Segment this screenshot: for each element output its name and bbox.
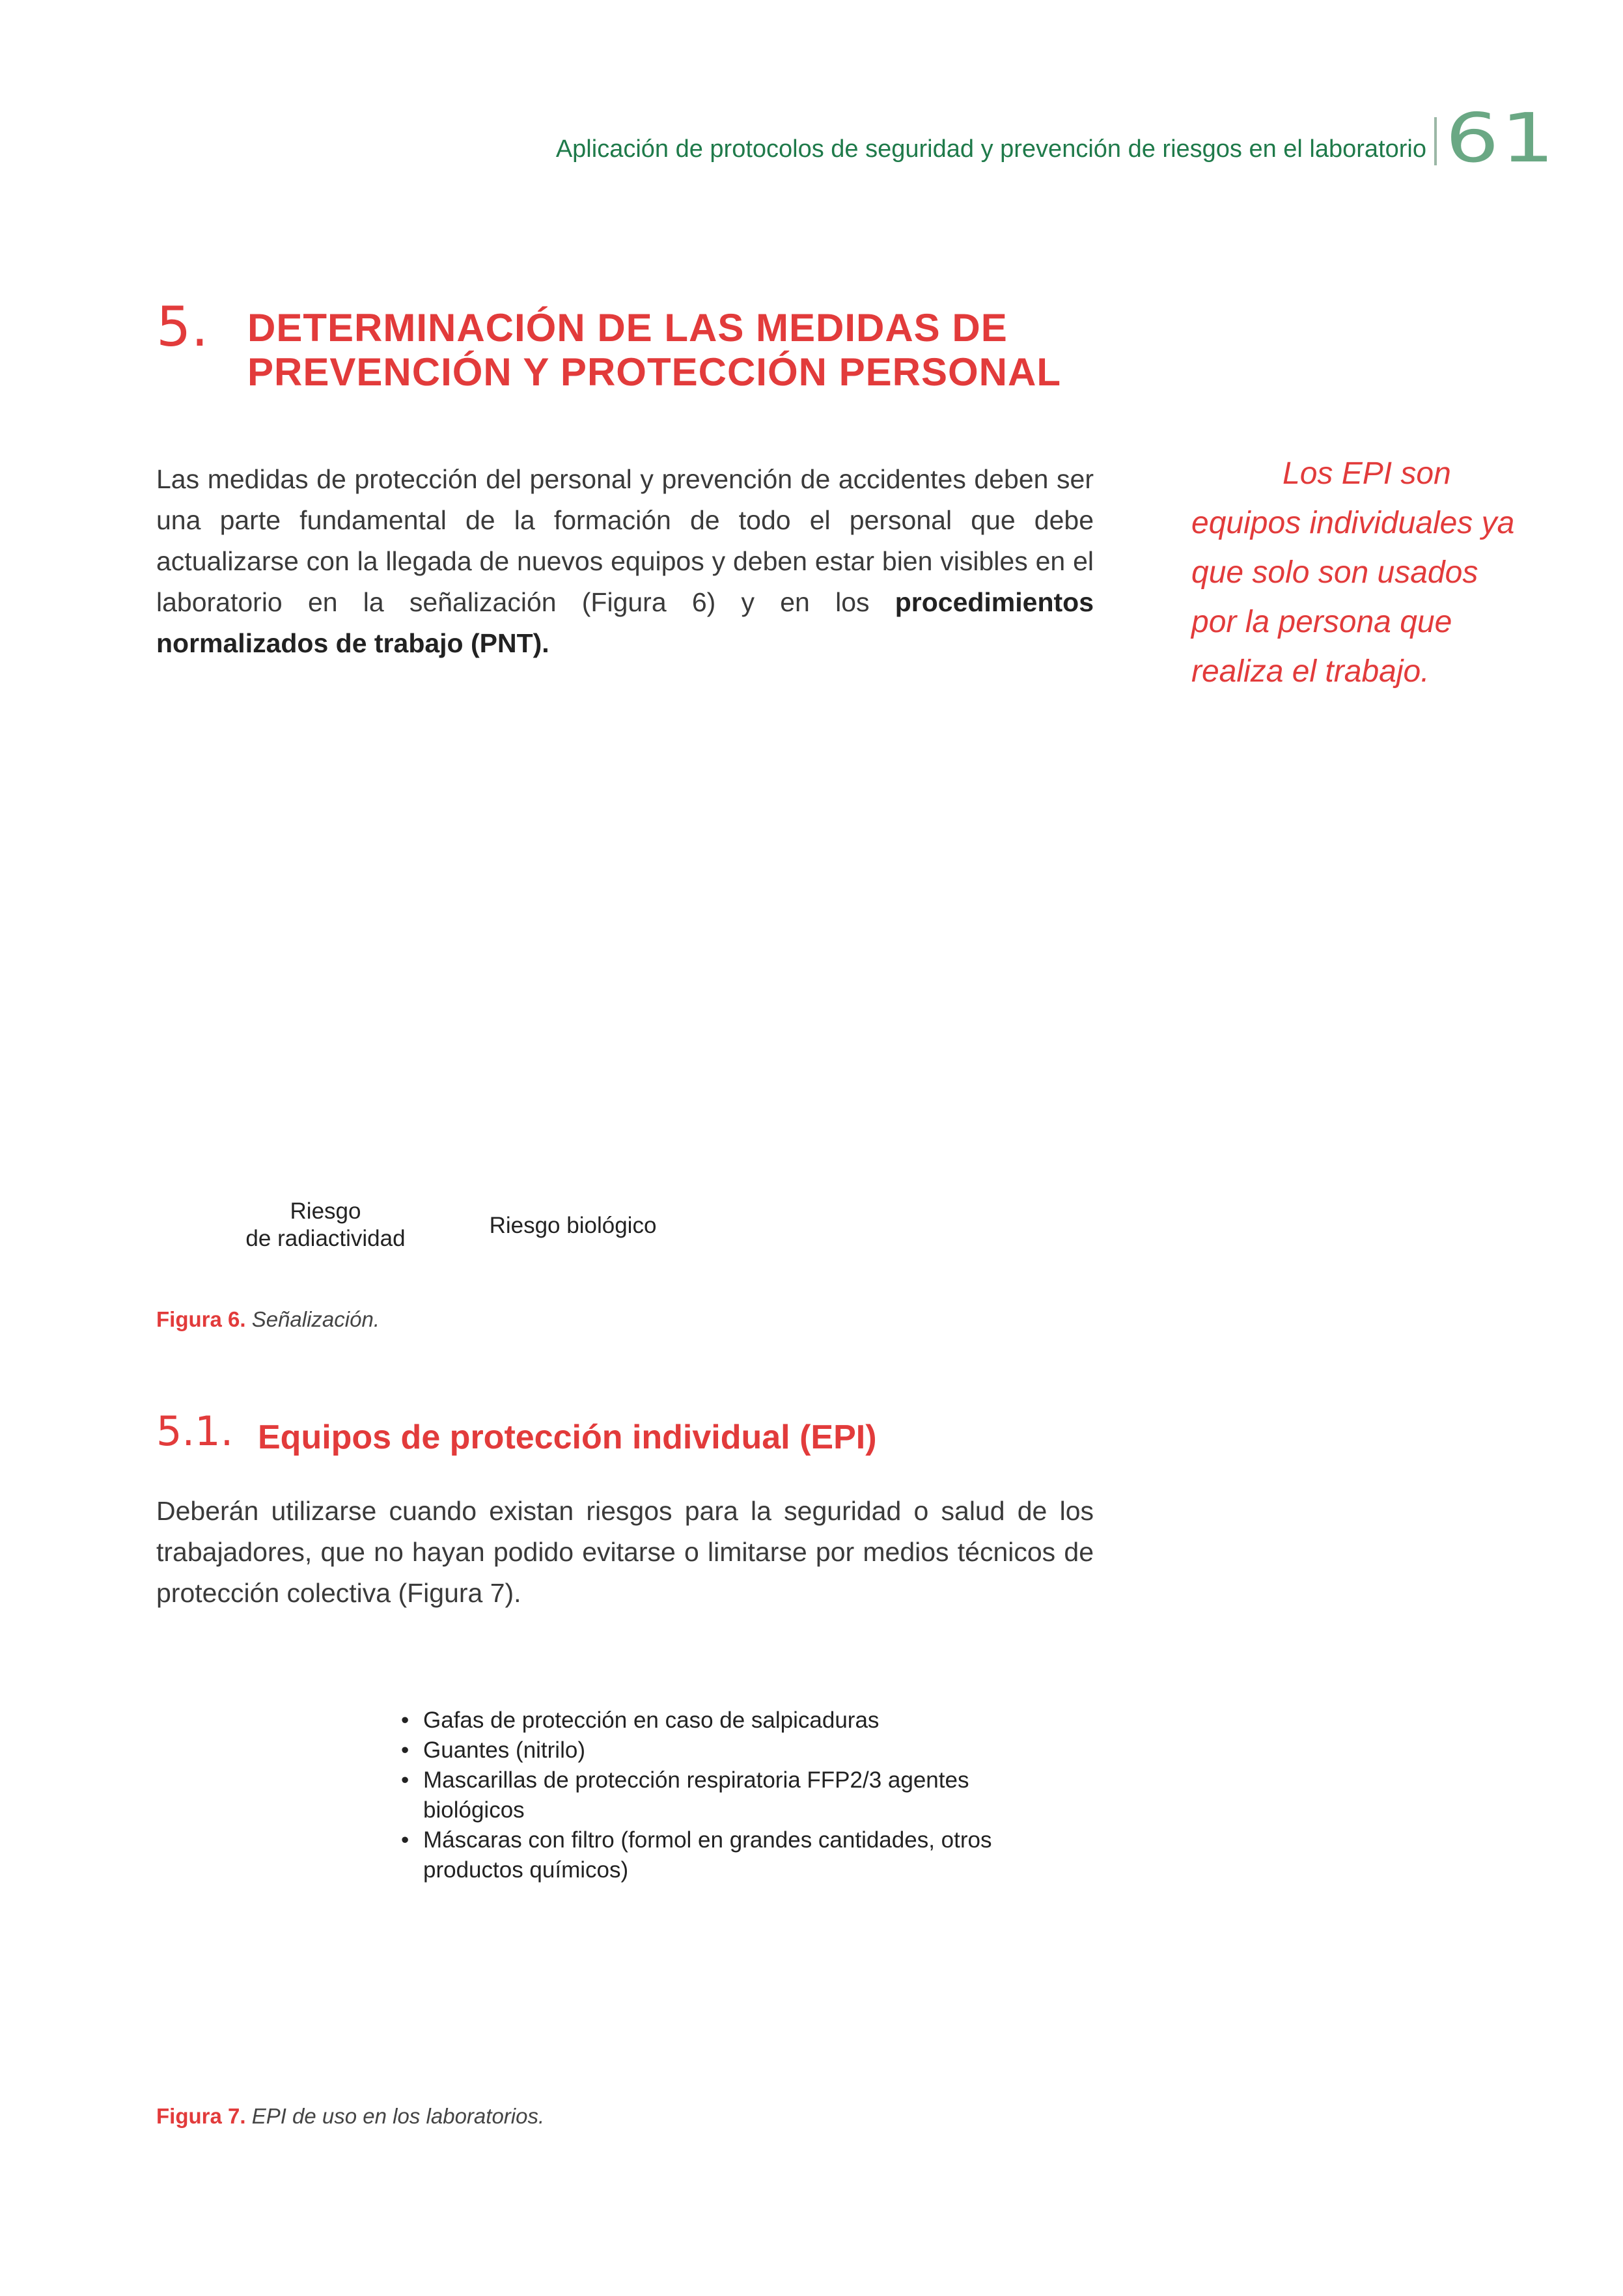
subsection-number: 5.1. — [156, 1407, 234, 1455]
list-item: • Gafas de protección en caso de salpicaduras — [397, 1706, 1022, 1736]
list-item: • Máscaras con filtro (formol en grandes cantidades, otros productos químicos) — [397, 1825, 1022, 1885]
page-number: 61 — [1445, 98, 1557, 178]
figure6-caption-label: Figura 6. — [156, 1307, 246, 1331]
section-title: DETERMINACIÓN DE LAS MEDIDAS DE PREVENCIÓN Y PROTECCIÓN PERSONAL — [247, 306, 1061, 394]
sign-label-radioactivity — [221, 1198, 430, 1252]
section5-paragraph-text: Las medidas de protección del personal y prevención de accidentes deben ser una parte fundamental de la formación de todo el personal que debe actualizarse con la llegada de nuevos equipos y deben estar bien visibles en el laboratorio en la señalización (Figura 6) y en los — [156, 464, 1094, 617]
figure7-caption-text: EPI de uso en los laboratorios. — [251, 2104, 545, 2128]
margin-note — [1191, 449, 1530, 697]
epi-list — [397, 1706, 1022, 1885]
sign-label-radioactivity-line2: de radiactividad — [245, 1226, 406, 1251]
section5-paragraph-bold: procedimientos normalizados de trabajo (PNT). — [156, 587, 1094, 658]
section51-paragraph: Deberán utilizarse cuando existan riesgos para la seguridad o salud de los trabajadores, que no hayan podido evitarse o limitarse por medios técnicos de protección colectiva (Figura 7). — [156, 1496, 1094, 1608]
figure7-caption — [156, 2104, 544, 2129]
list-item: • Guantes (nitrilo) — [397, 1736, 1022, 1765]
running-header-title: Aplicación de protocolos de seguridad y prevención de riesgos en el laboratorio — [555, 135, 1426, 163]
header-separator — [1434, 117, 1437, 165]
subsection-title: Equipos de protección individual (EPI) — [258, 1418, 877, 1456]
list-item: • Mascarillas de protección respiratoria FFP2/3 agentes biológicos — [397, 1765, 1022, 1825]
margin-note-line1: Los EPI son — [1283, 456, 1451, 491]
figure7-caption-label: Figura 7. — [156, 2104, 246, 2128]
sign-label-biological-line1: Riesgo biológico — [489, 1213, 657, 1238]
section5-paragraph — [156, 459, 1094, 664]
section-number: 5. — [156, 295, 209, 359]
figure6-caption — [156, 1307, 380, 1332]
figure6-caption-text: Señalización. — [251, 1307, 380, 1331]
sign-label-biological — [456, 1212, 690, 1239]
margin-note-rest: equipos individuales ya que solo son usados por la persona que realiza el trabajo. — [1191, 506, 1515, 689]
sign-label-radioactivity-line1: Riesgo — [290, 1198, 361, 1224]
